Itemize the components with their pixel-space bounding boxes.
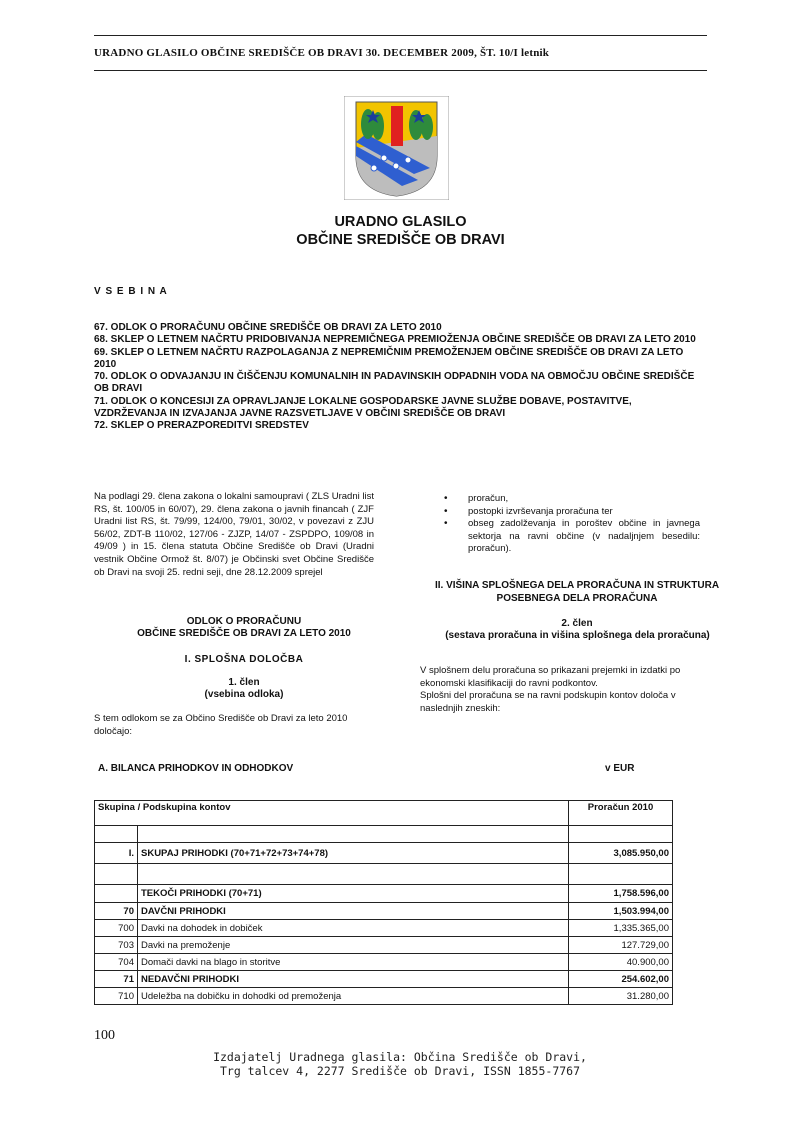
- list-item: • proračun,: [440, 493, 700, 506]
- contents-item[interactable]: 68. SKLEP O LETNEM NAČRTU PRIDOBIVANJA NEPREMIČNEGA PREMIOŽENJA OBČINE SREDIŠČE OB DRAVI ZA LETO 2010: [94, 334, 696, 346]
- top-rule: [94, 35, 707, 36]
- balance-table: [94, 800, 673, 1005]
- coat-of-arms-icon: [344, 96, 449, 200]
- table-row: TEKOČI PRIHODKI (70+71) 1,758.596,00: [95, 885, 673, 903]
- header-rule: [94, 70, 707, 71]
- table-header-row: [95, 801, 673, 826]
- contents-item[interactable]: 67. ODLOK O PRORAČUNU OBČINE SREDIŠČE OB DRAVI ZA LETO 2010: [94, 322, 442, 333]
- contents-heading: V S E B I N A: [94, 286, 168, 297]
- table-row: [95, 826, 673, 843]
- table-row: I. SKUPAJ PRIHODKI (70+71+72+73+74+78) 3,085.950,00: [95, 843, 673, 864]
- contents-list: [94, 322, 707, 433]
- article-2-text-2: Splošni del proračuna se na ravni podskupin kontov določa v naslednjih zneskih:: [420, 690, 676, 714]
- list-item: • obseg zadolževanja in poroštev občine in javnega sektorja na ravni občine (v nadaljnjem besedilu: proračun).: [440, 518, 700, 556]
- article-1-heading: 1. člen: [228, 677, 260, 688]
- running-header: URADNO GLASILO OBČINE SREDIŠČE OB DRAVI 30. DECEMBER 2009, ŠT. 10/I letnik: [94, 47, 550, 59]
- table-row: 704 Domači davki na blago in storitve 40.900,00: [95, 954, 673, 971]
- table-row: 710 Udeležba na dobičku in dohodki od premoženja 31.280,00: [95, 988, 673, 1005]
- table-row: 71 NEDAVČNI PRIHODKI 254.602,00: [95, 971, 673, 988]
- currency-label: v EUR: [605, 763, 635, 774]
- column-header-budget: Proračun 2010: [569, 801, 673, 826]
- table-row: [95, 864, 673, 885]
- list-item: • postopki izvrševanja proračuna ter: [440, 506, 700, 519]
- publisher-info: [150, 1050, 650, 1078]
- contents-item[interactable]: 72. SKLEP O PRERAZPOREDITVI SREDSTEV: [94, 420, 309, 432]
- page-number: 100: [94, 1028, 115, 1043]
- column-header-group: Skupina / Podskupina kontov: [95, 801, 569, 826]
- article-1-bullet-list: [440, 493, 700, 556]
- section-1-heading: I. SPLOŠNA DOLOČBA: [184, 654, 304, 665]
- contents-item[interactable]: 70. ODLOK O ODVAJANJU IN ČIŠČENJU KOMUNALNIH IN PADAVINSKIH ODPADNIH VODA NA OBMOČJU OBČINE SREDIŠČE OB DRAVI: [94, 371, 695, 395]
- decree-title-line-1: ODLOK O PRORAČUNU: [186, 616, 302, 627]
- table-row: 70 DAVČNI PRIHODKI 1,503.994,00: [95, 903, 673, 920]
- table-row: 700 Davki na dohodek in dobiček 1,335.365,00: [95, 920, 673, 937]
- publisher-line-2: Trg talcev 4, 2277 Središče ob Dravi, ISSN 1855-7767: [219, 1064, 581, 1078]
- contents-item[interactable]: 71. ODLOK O KONCESIJI ZA OPRAVLJANJE LOKALNE GOSPODARSKE JAVNE SLUŽBE DOBAVE, POSTAVITVE, VZDRŽEVANJA IN IZVAJANJA JAVNE RAZSVETLJAVE V OBČINI SREDIŠČE OB DRAVI: [94, 395, 632, 420]
- article-2-heading: 2. člen: [561, 618, 593, 629]
- table-row: 703 Davki na premoženje 127.729,00: [95, 937, 673, 954]
- preamble-text: Na podlagi 29. člena zakona o lokalni samoupravi ( ZLS Uradni list RS, št. 100/05 in 60/07), 29. člena zakona o javnih financah ( ZJF Uradni list RS, št. 79/99, 124/00, 79/01, 30/02, v povezavi z ZJU 56/02, ZDT-B 110/02, 127/06 - ZJZP, 14/07 - ZSPDPO, 109/08 in 49/09 ) in 15. člena statuta Občine Središče ob Dravi (Uradni vestnik Občine Ormož št. 8/07) je Občinski svet Občine Središče ob Dravi na svoji 25. redni seji, dne 28.12.2009 sprejel: [94, 491, 374, 578]
- article-1-subheading: (vsebina odloka): [204, 689, 284, 700]
- article-1-text: S tem odlokom se za Občino Središče ob Dravi za leto 2010 določajo:: [94, 713, 348, 737]
- decree-title-line-2: OBČINE SREDIŠČE OB DRAVI ZA LETO 2010: [137, 628, 351, 639]
- gazette-title-line-2: OBČINE SREDIŠČE OB DRAVI: [296, 232, 505, 248]
- contents-item[interactable]: 69. SKLEP O LETNEM NAČRTU RAZPOLAGANJA Z NEPREMIČNIM PREMOŽENJEM OBČINE SREDIŠČE OB DRAVI ZA LETO 2010: [94, 346, 684, 370]
- section-2-heading: II. VIŠINA SPLOŠNEGA DELA PRORAČUNA IN STRUKTURA POSEBNEGA DELA PRORAČUNA: [434, 580, 720, 604]
- article-2-subheading: (sestava proračuna in višina splošnega dela proračuna): [445, 630, 710, 641]
- balance-heading: A. BILANCA PRIHODKOV IN ODHODKOV: [98, 763, 294, 774]
- gazette-title-line-1: URADNO GLASILO: [334, 214, 467, 230]
- publisher-line-1: Izdajatelj Uradnega glasila: Občina Središče ob Dravi,: [213, 1050, 587, 1064]
- article-2-text-1: V splošnem delu proračuna so prikazani prejemki in izdatki po ekonomski klasifikaciji do ravni podkontov.: [420, 665, 681, 689]
